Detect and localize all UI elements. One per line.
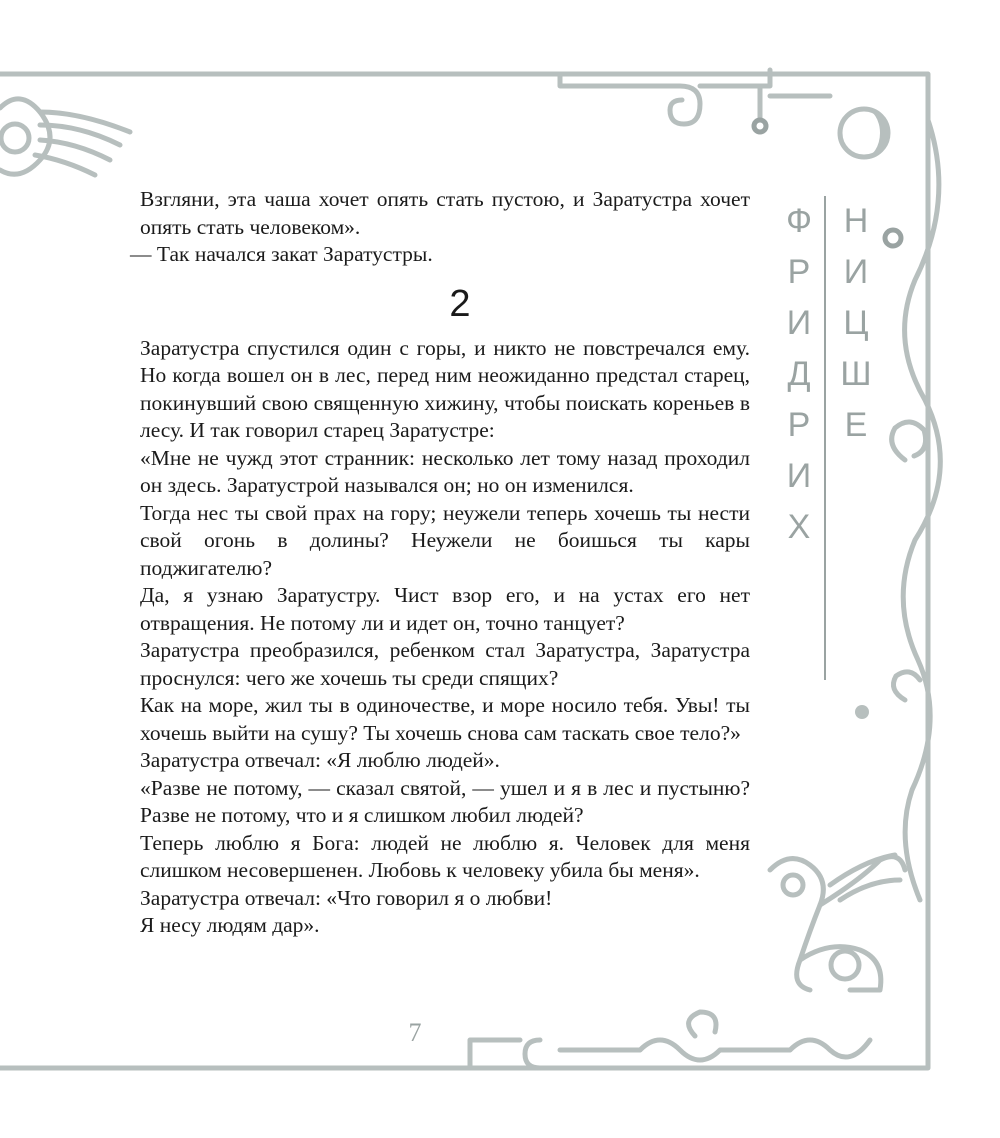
paragraph: Да, я узнаю Заратустру. Чист взор его, и на устах его нет отвращения. Не потому ли и идет он, точно танцует?	[140, 583, 750, 635]
paragraph: Заратустра преобразился, ребенком стал Заратустра, Заратустра проснулся: чего же хочешь ты среди спящих?	[140, 638, 750, 690]
name-letter: И	[843, 253, 869, 291]
author-first-name-vertical	[779, 196, 819, 553]
paragraph: Теперь люблю я Бога: людей не люблю я. Человек для меня слишком несовершенен. Любовь к человеку убила бы меня».	[140, 830, 750, 882]
paragraph: «Разве не потому, — сказал святой, — ушел и я в лес и пустыню? Разве не потому, что и я слишком любил людей?	[140, 775, 750, 827]
paragraph: Тогда нес ты свой прах на гору; неужели теперь хочешь ты нести свой огонь в долины? Неужели не боишься ты кары поджигателю?	[140, 500, 750, 580]
paragraph: Взгляни, эта чаша хочет опять стать пустою, и Заратустра хочет опять стать человеком».	[140, 187, 750, 239]
name-letter: Х	[787, 508, 811, 546]
author-last-name-vertical	[836, 196, 876, 451]
body-text	[130, 186, 750, 940]
paragraph: Заратустра отвечал: «Что говорил я о любви!	[140, 885, 553, 910]
name-letter: И	[786, 304, 812, 342]
name-letter: Р	[787, 406, 811, 444]
paragraph: — Так начался закат Заратустры.	[130, 242, 433, 266]
name-letter: Н	[843, 202, 869, 240]
paragraph: Как на море, жил ты в одиночестве, и море носило тебя. Увы! ты хочешь выйти на сушу? Ты хочешь снова сам таскать свое тело?»	[140, 693, 750, 745]
paragraph: Я несу людям дар».	[140, 913, 320, 937]
name-letter: Р	[787, 253, 811, 291]
name-letter: И	[786, 457, 812, 495]
chapter-number: 2	[449, 282, 471, 325]
page-number: 7	[408, 1018, 422, 1047]
paragraph: Заратустра спустился один с горы, и никто не повстречался ему. Но когда вошел он в лес, перед ним неожиданно предстал старец, покинувший свою священную хижину, чтобы поискать кореньев в лесу. И так говорил старец Заратустре:	[140, 335, 750, 442]
name-letter: Е	[844, 406, 868, 444]
name-letter: Ш	[840, 355, 872, 393]
paragraph: «Мне не чужд этот странник: несколько лет тому назад проходил он здесь. Заратустрой назывался он; но он изменился.	[140, 445, 750, 497]
name-letter: Ф	[786, 202, 812, 240]
name-letter: Д	[787, 355, 811, 393]
name-letter: Ц	[843, 304, 869, 342]
paragraph: Заратустра отвечал: «Я люблю людей».	[140, 748, 500, 772]
